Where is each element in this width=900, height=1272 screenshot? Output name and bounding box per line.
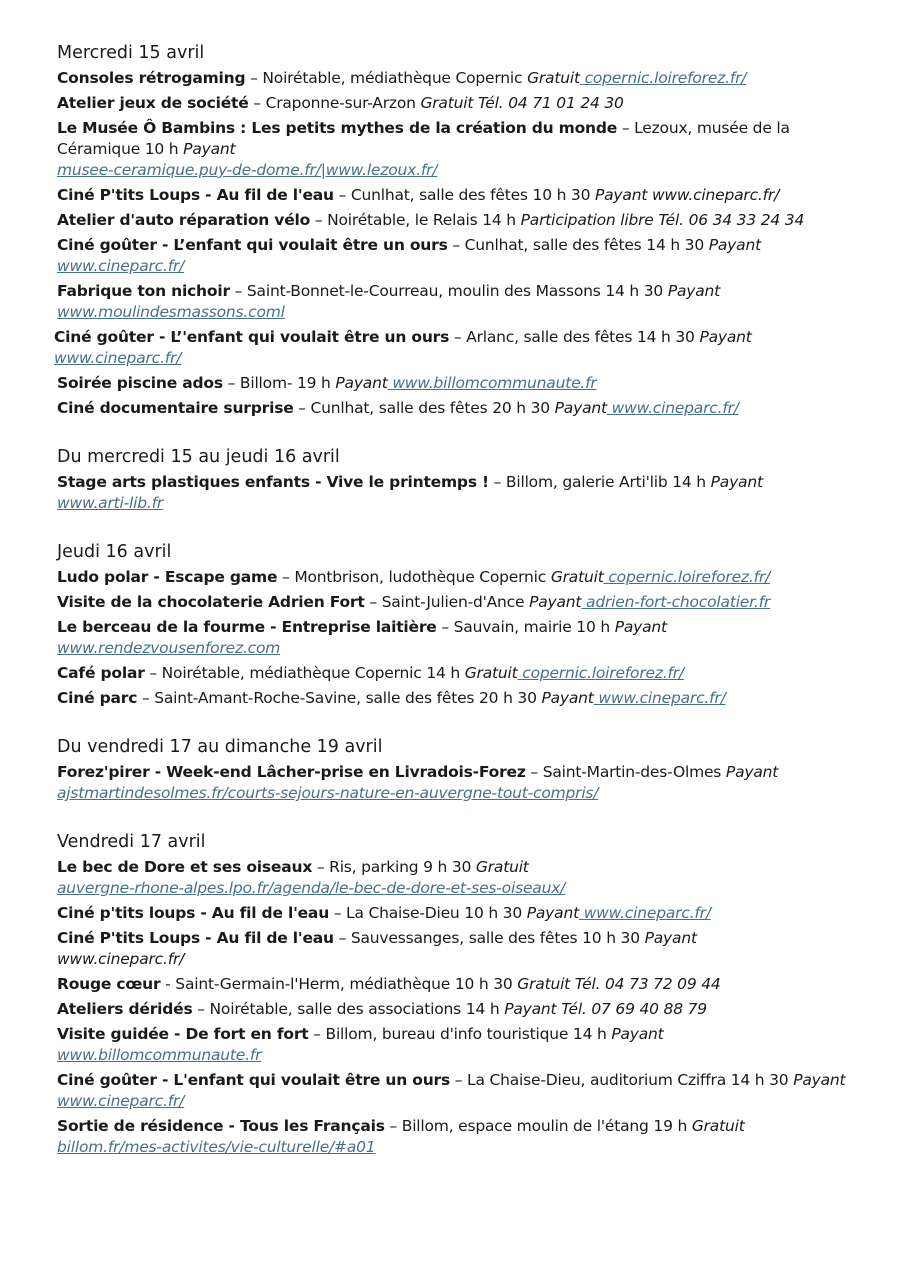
event-place-time: – Arlanc, salle des fêtes 14 h 30 <box>449 328 700 346</box>
event-link[interactable]: www.cineparc.fr/ <box>57 1092 185 1110</box>
event-title: Le berceau de la fourme - Entreprise laitière <box>57 618 437 636</box>
event-link[interactable]: musee-ceramique.puy-de-dome.fr/|www.lezoux.fr/ <box>57 161 438 179</box>
event-title: Atelier jeux de société <box>57 94 249 112</box>
event-entry <box>57 1070 847 1112</box>
event-place-time: – Noirétable, médiathèque Copernic <box>245 69 528 87</box>
event-place-time: – Cunlhat, salle des fêtes 14 h 30 <box>447 236 709 254</box>
event-title: Consoles rétrogaming <box>57 69 246 87</box>
event-price: Gratuit Tél. 04 71 01 24 30 <box>420 94 624 112</box>
event-price: Payant Tél. 07 69 40 88 79 <box>504 1000 707 1018</box>
event-title: Rouge cœur <box>57 975 161 993</box>
event-title: Ciné parc <box>57 689 138 707</box>
event-title: Le bec de Dore et ses oiseaux <box>57 858 313 876</box>
event-place-time: – Lezoux, musée de la Céramique 10 h <box>57 119 790 158</box>
event-entry <box>57 93 847 114</box>
event-link[interactable]: www.rendezvousenforez.com <box>57 639 281 657</box>
event-title: Café polar <box>57 664 145 682</box>
event-entry <box>57 762 847 804</box>
event-title: Le Musée Ô Bambins : Les petits mythes de la création du monde <box>57 119 618 137</box>
event-link[interactable]: ajstmartindesolmes.fr/courts-sejours-nature-en-auvergne-tout-compris/ <box>57 784 599 802</box>
event-title: Visite guidée - De fort en fort <box>57 1025 309 1043</box>
event-link[interactable]: copernic.loireforez.fr/ <box>522 664 684 682</box>
event-place-time: – Noirétable, le Relais 14 h <box>310 211 521 229</box>
agenda-section <box>57 831 847 1158</box>
event-entry <box>57 688 847 709</box>
event-link[interactable]: www.cineparc.fr/ <box>57 950 185 968</box>
event-entry <box>57 1116 847 1158</box>
event-link[interactable]: www.cineparc.fr/ <box>598 689 726 707</box>
event-place-time: – Ris, parking 9 h 30 <box>312 858 476 876</box>
agenda-section <box>54 42 847 419</box>
event-link[interactable]: www.cineparc.fr/ <box>583 904 711 922</box>
event-price: Gratuit <box>550 568 604 586</box>
event-entry <box>57 398 847 419</box>
event-link[interactable]: www.cineparc.fr/ <box>611 399 739 417</box>
event-link[interactable]: www.arti-lib.fr <box>57 494 164 512</box>
event-price: Gratuit <box>475 858 529 876</box>
event-link[interactable]: www.billomcommunaute.fr <box>57 1046 262 1064</box>
event-title: Sortie de résidence - Tous les Français <box>57 1117 385 1135</box>
event-entry <box>57 1024 847 1066</box>
event-link[interactable]: auvergne-rhone-alpes.lpo.fr/agenda/le-bec-de-dore-et-ses-oiseaux/ <box>57 879 566 897</box>
event-price: Participation libre Tél. 06 34 33 24 34 <box>520 211 805 229</box>
event-link[interactable]: www.moulindesmassons.coml <box>57 303 285 321</box>
event-link[interactable]: copernic.loireforez.fr/ <box>584 69 747 87</box>
agenda-section <box>57 446 847 514</box>
event-place-time: – Billom, bureau d'info touristique 14 h <box>308 1025 612 1043</box>
event-title: Stage arts plastiques enfants - Vive le printemps ! <box>57 473 489 491</box>
agenda-document <box>54 42 847 1185</box>
event-price: Payant <box>667 282 721 300</box>
section-date-heading: Jeudi 16 avril <box>57 542 172 562</box>
event-place-time: – Saint-Amant-Roche-Savine, salle des fêtes 20 h 30 <box>137 689 542 707</box>
event-title: Atelier d'auto réparation vélo <box>57 211 311 229</box>
event-place-time: – La Chaise-Dieu, auditorium Cziffra 14 h 30 <box>450 1071 794 1089</box>
agenda-section <box>57 736 847 804</box>
event-place-time: – Sauvessanges, salle des fêtes 10 h 30 <box>333 929 645 947</box>
event-title: Ciné goûter - L’enfant qui voulait être un ours <box>57 236 448 254</box>
event-entry <box>57 974 847 995</box>
event-entry <box>57 281 847 323</box>
event-title: Ciné goûter - L'enfant qui voulait être un ours <box>57 1071 451 1089</box>
event-title: Visite de la chocolaterie Adrien Fort <box>57 593 365 611</box>
event-place-time: – Cunlhat, salle des fêtes 20 h 30 <box>293 399 555 417</box>
event-price: Gratuit <box>527 69 580 87</box>
event-link[interactable]: adrien-fort-chocolatier.fr <box>586 593 771 611</box>
event-entry <box>57 68 847 89</box>
event-link[interactable]: copernic.loireforez.fr/ <box>608 568 771 586</box>
event-price: Payant <box>594 186 648 204</box>
event-entry <box>57 118 847 181</box>
event-price: Payant <box>708 236 761 254</box>
event-title: Ciné documentaire surprise <box>57 399 294 417</box>
event-title: Ciné P'tits Loups - Au fil de l'eau <box>57 186 334 204</box>
event-link[interactable]: www.cineparc.fr/ <box>54 349 182 367</box>
event-place-time: – Billom, espace moulin de l'étang 19 h <box>384 1117 692 1135</box>
event-place-time: – Noirétable, médiathèque Copernic 14 h <box>144 664 465 682</box>
event-entry <box>57 928 847 970</box>
event-entry <box>57 999 847 1020</box>
event-price: Payant <box>541 689 594 707</box>
event-price: Payant <box>554 399 607 417</box>
event-price: Payant <box>725 763 779 781</box>
event-link[interactable]: www.billomcommunaute.fr <box>392 374 597 392</box>
event-link[interactable]: billom.fr/mes-activites/vie-culturelle/#a01 <box>57 1138 376 1156</box>
event-entry <box>57 235 847 277</box>
event-title: Ateliers déridés <box>57 1000 193 1018</box>
event-link[interactable]: www.cineparc.fr/ <box>57 257 185 275</box>
agenda-section <box>57 541 847 709</box>
event-price: Gratuit <box>691 1117 745 1135</box>
event-title: Forez'pirer - Week-end Lâcher-prise en Livradois-Forez <box>57 763 526 781</box>
event-entry <box>57 857 847 899</box>
event-title: Ciné p'tits loups - Au fil de l'eau <box>57 904 330 922</box>
event-price: Payant <box>526 904 579 922</box>
event-price: Payant <box>644 929 697 947</box>
event-entry <box>57 663 847 684</box>
event-place-time: – Saint-Martin-des-Olmes <box>525 763 726 781</box>
event-link[interactable]: www.cineparc.fr/ <box>651 186 780 204</box>
event-title: Ludo polar - Escape game <box>57 568 278 586</box>
event-entry <box>57 592 847 613</box>
event-title: Fabrique ton nichoir <box>57 282 230 300</box>
event-price: Gratuit Tél. 04 73 72 09 44 <box>517 975 721 993</box>
event-place-time: – Noirétable, salle des associations 14 h <box>192 1000 505 1018</box>
event-entry <box>57 567 847 588</box>
event-place-time: – Cunlhat, salle des fêtes 10 h 30 <box>333 186 595 204</box>
event-place-time: – Sauvain, mairie 10 h <box>436 618 615 636</box>
event-place-time: – Montbrison, ludothèque Copernic <box>277 568 551 586</box>
section-date-heading: Mercredi 15 avril <box>57 43 205 63</box>
event-place-time: – Billom, galerie Arti'lib 14 h <box>488 473 711 491</box>
event-title: Soirée piscine ados <box>57 374 223 392</box>
section-date-heading: Du mercredi 15 au jeudi 16 avril <box>57 447 340 467</box>
event-price: Payant <box>529 593 582 611</box>
event-place-time: – Saint-Bonnet-le-Courreau, moulin des Massons 14 h 30 <box>229 282 668 300</box>
event-title: Ciné P'tits Loups - Au fil de l'eau <box>57 929 334 947</box>
event-entry <box>57 903 847 924</box>
event-place-time: – Craponne-sur-Arzon <box>248 94 421 112</box>
event-entry <box>57 210 847 231</box>
section-date-heading: Du vendredi 17 au dimanche 19 avril <box>57 737 383 757</box>
event-price: Payant <box>710 473 763 491</box>
event-price: Gratuit <box>464 664 518 682</box>
event-price: Payant <box>793 1071 846 1089</box>
event-price: Payant <box>183 140 236 158</box>
event-place-time: – La Chaise-Dieu 10 h 30 <box>329 904 527 922</box>
event-entry <box>54 327 847 369</box>
event-price: Payant <box>614 618 667 636</box>
event-entry <box>57 373 847 394</box>
event-entry <box>57 185 847 206</box>
event-place-time: – Billom- 19 h <box>222 374 336 392</box>
event-entry <box>57 617 847 659</box>
event-title: Ciné goûter - L’'enfant qui voulait être un ours <box>54 328 450 346</box>
event-price: Payant <box>611 1025 664 1043</box>
event-place-time: - Saint-Germain-l'Herm, médiathèque 10 h 30 <box>160 975 518 993</box>
event-place-time: – Saint-Julien-d'Ance <box>364 593 530 611</box>
event-entry <box>57 472 847 514</box>
event-price: Payant <box>699 328 752 346</box>
section-date-heading: Vendredi 17 avril <box>57 832 206 852</box>
event-price: Payant <box>335 374 388 392</box>
